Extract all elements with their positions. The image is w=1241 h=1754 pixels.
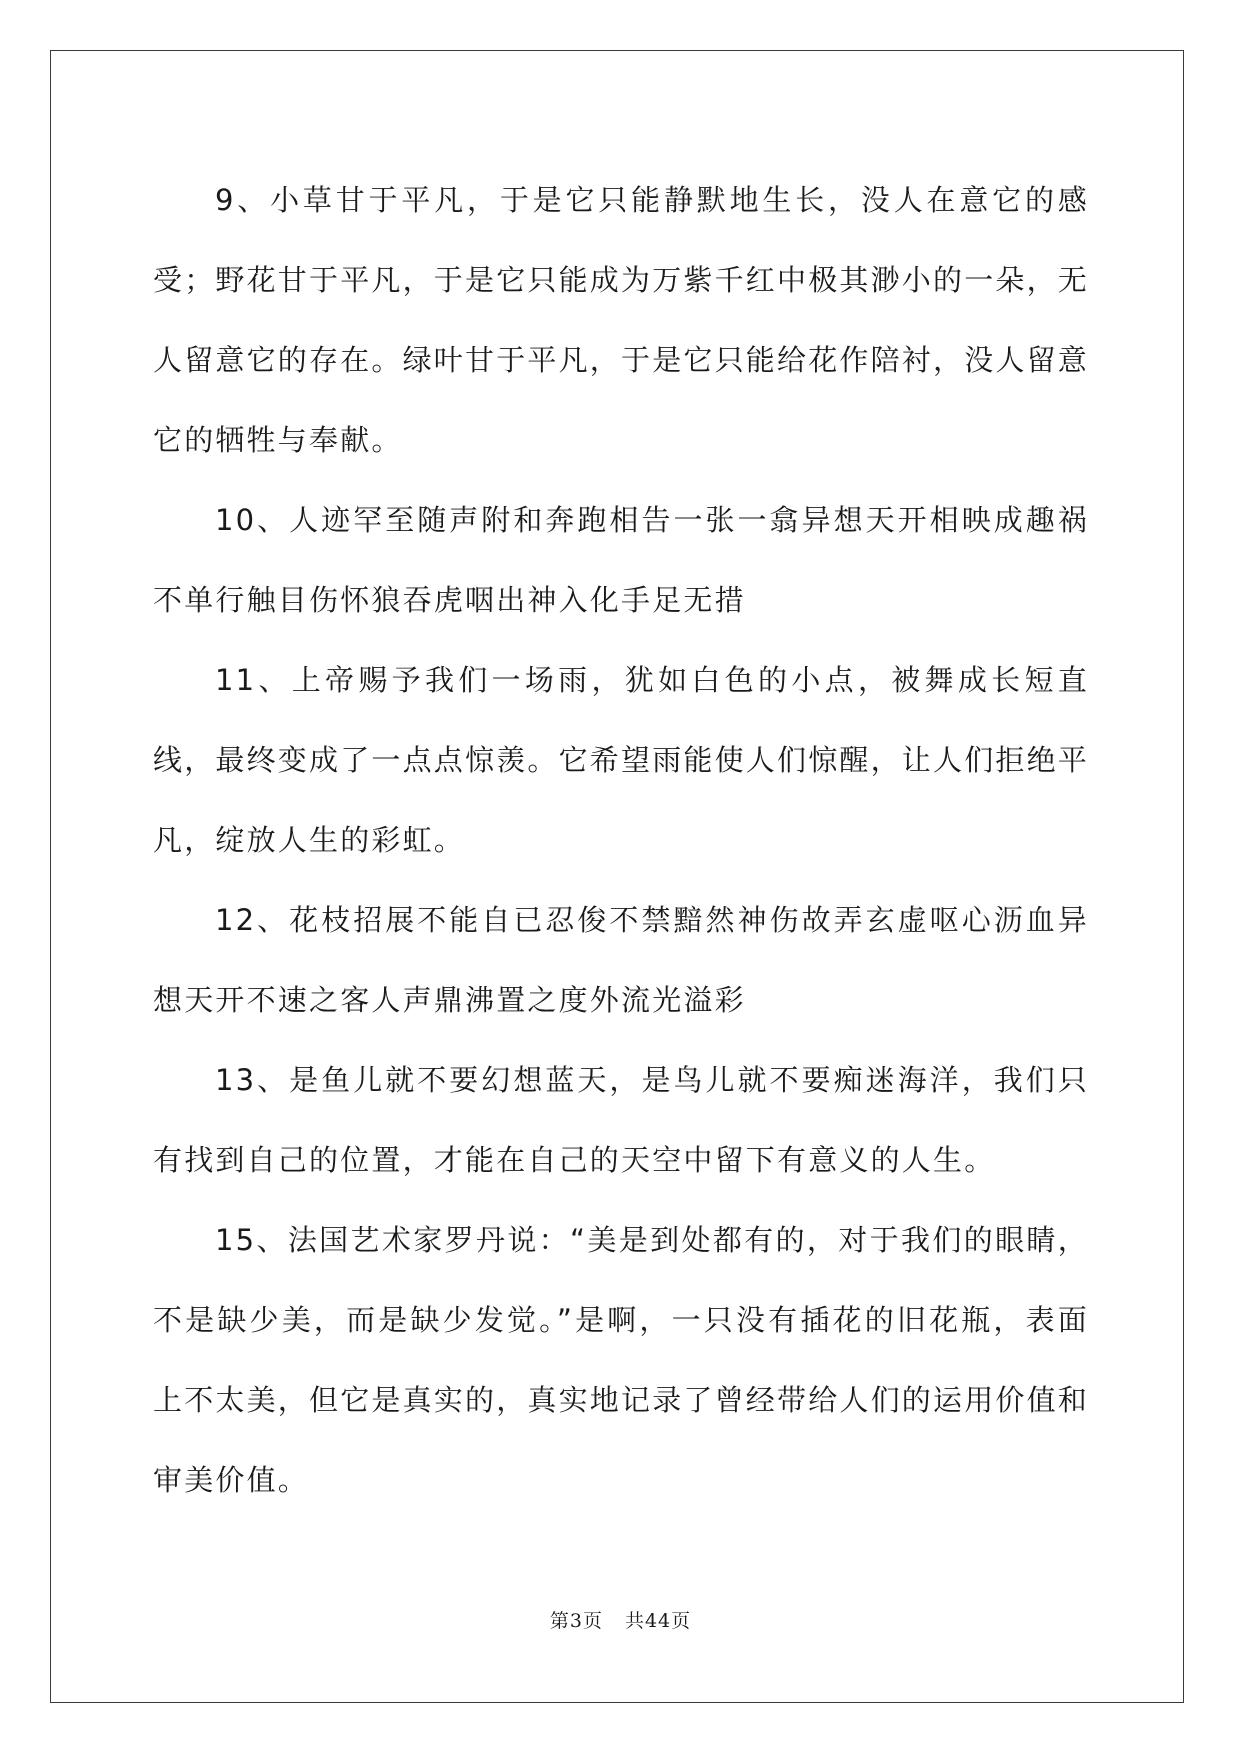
paragraph-text: 11、上帝赐予我们一场雨，犹如白色的小点，被舞成长短直线，最终变成了一点点惊羡。它希望雨能使人们惊醒，让人们拒绝平凡，绽放人生的彩虹。: [153, 663, 1090, 857]
paragraph-text: 13、是鱼儿就不要幻想蓝天，是鸟儿就不要痴迷海洋，我们只有找到自己的位置，才能在自己的天空中留下有意义的人生。: [153, 1063, 1089, 1177]
paragraph-text: 9、小草甘于平凡，于是它只能静默地生长，没人在意它的感受；野花甘于平凡，于是它只能成为万紫千红中极其渺小的一朵，无人留意它的存在。绿叶甘于平凡，于是它只能给花作陪衬，没人留意它的牺牲与奉献。: [153, 183, 1090, 457]
paragraph-text: 15、法国艺术家罗丹说：“美是到处都有的，对于我们的眼睛，不是缺少美，而是缺少发觉。”是啊，一只没有插花的旧花瓶，表面上不太美，但它是真实的，真实地记录了曾经带给人们的运用价值和审美价值。: [153, 1223, 1090, 1497]
paragraph-13: [153, 1040, 1089, 1200]
page-total: 共44页: [624, 1610, 692, 1632]
paragraph-text: 10、人迹罕至随声附和奔跑相告一张一翕异想天开相映成趣祸不单行触目伤怀狼吞虎咽出神入化手足无措: [153, 503, 1089, 617]
paragraph-12: [153, 880, 1089, 1040]
page-number: 第3页: [549, 1610, 603, 1632]
paragraph-11: [153, 640, 1089, 880]
paragraph-text: 12、花枝招展不能自已忍俊不禁黯然神伤故弄玄虚呕心沥血异想天开不速之客人声鼎沸置之度外流光溢彩: [153, 903, 1089, 1017]
paragraph-10: [153, 480, 1089, 640]
paragraph-9: [153, 160, 1089, 480]
page-footer: [0, 1606, 1241, 1633]
paragraph-15: [153, 1200, 1089, 1520]
document-body: [153, 160, 1089, 1520]
